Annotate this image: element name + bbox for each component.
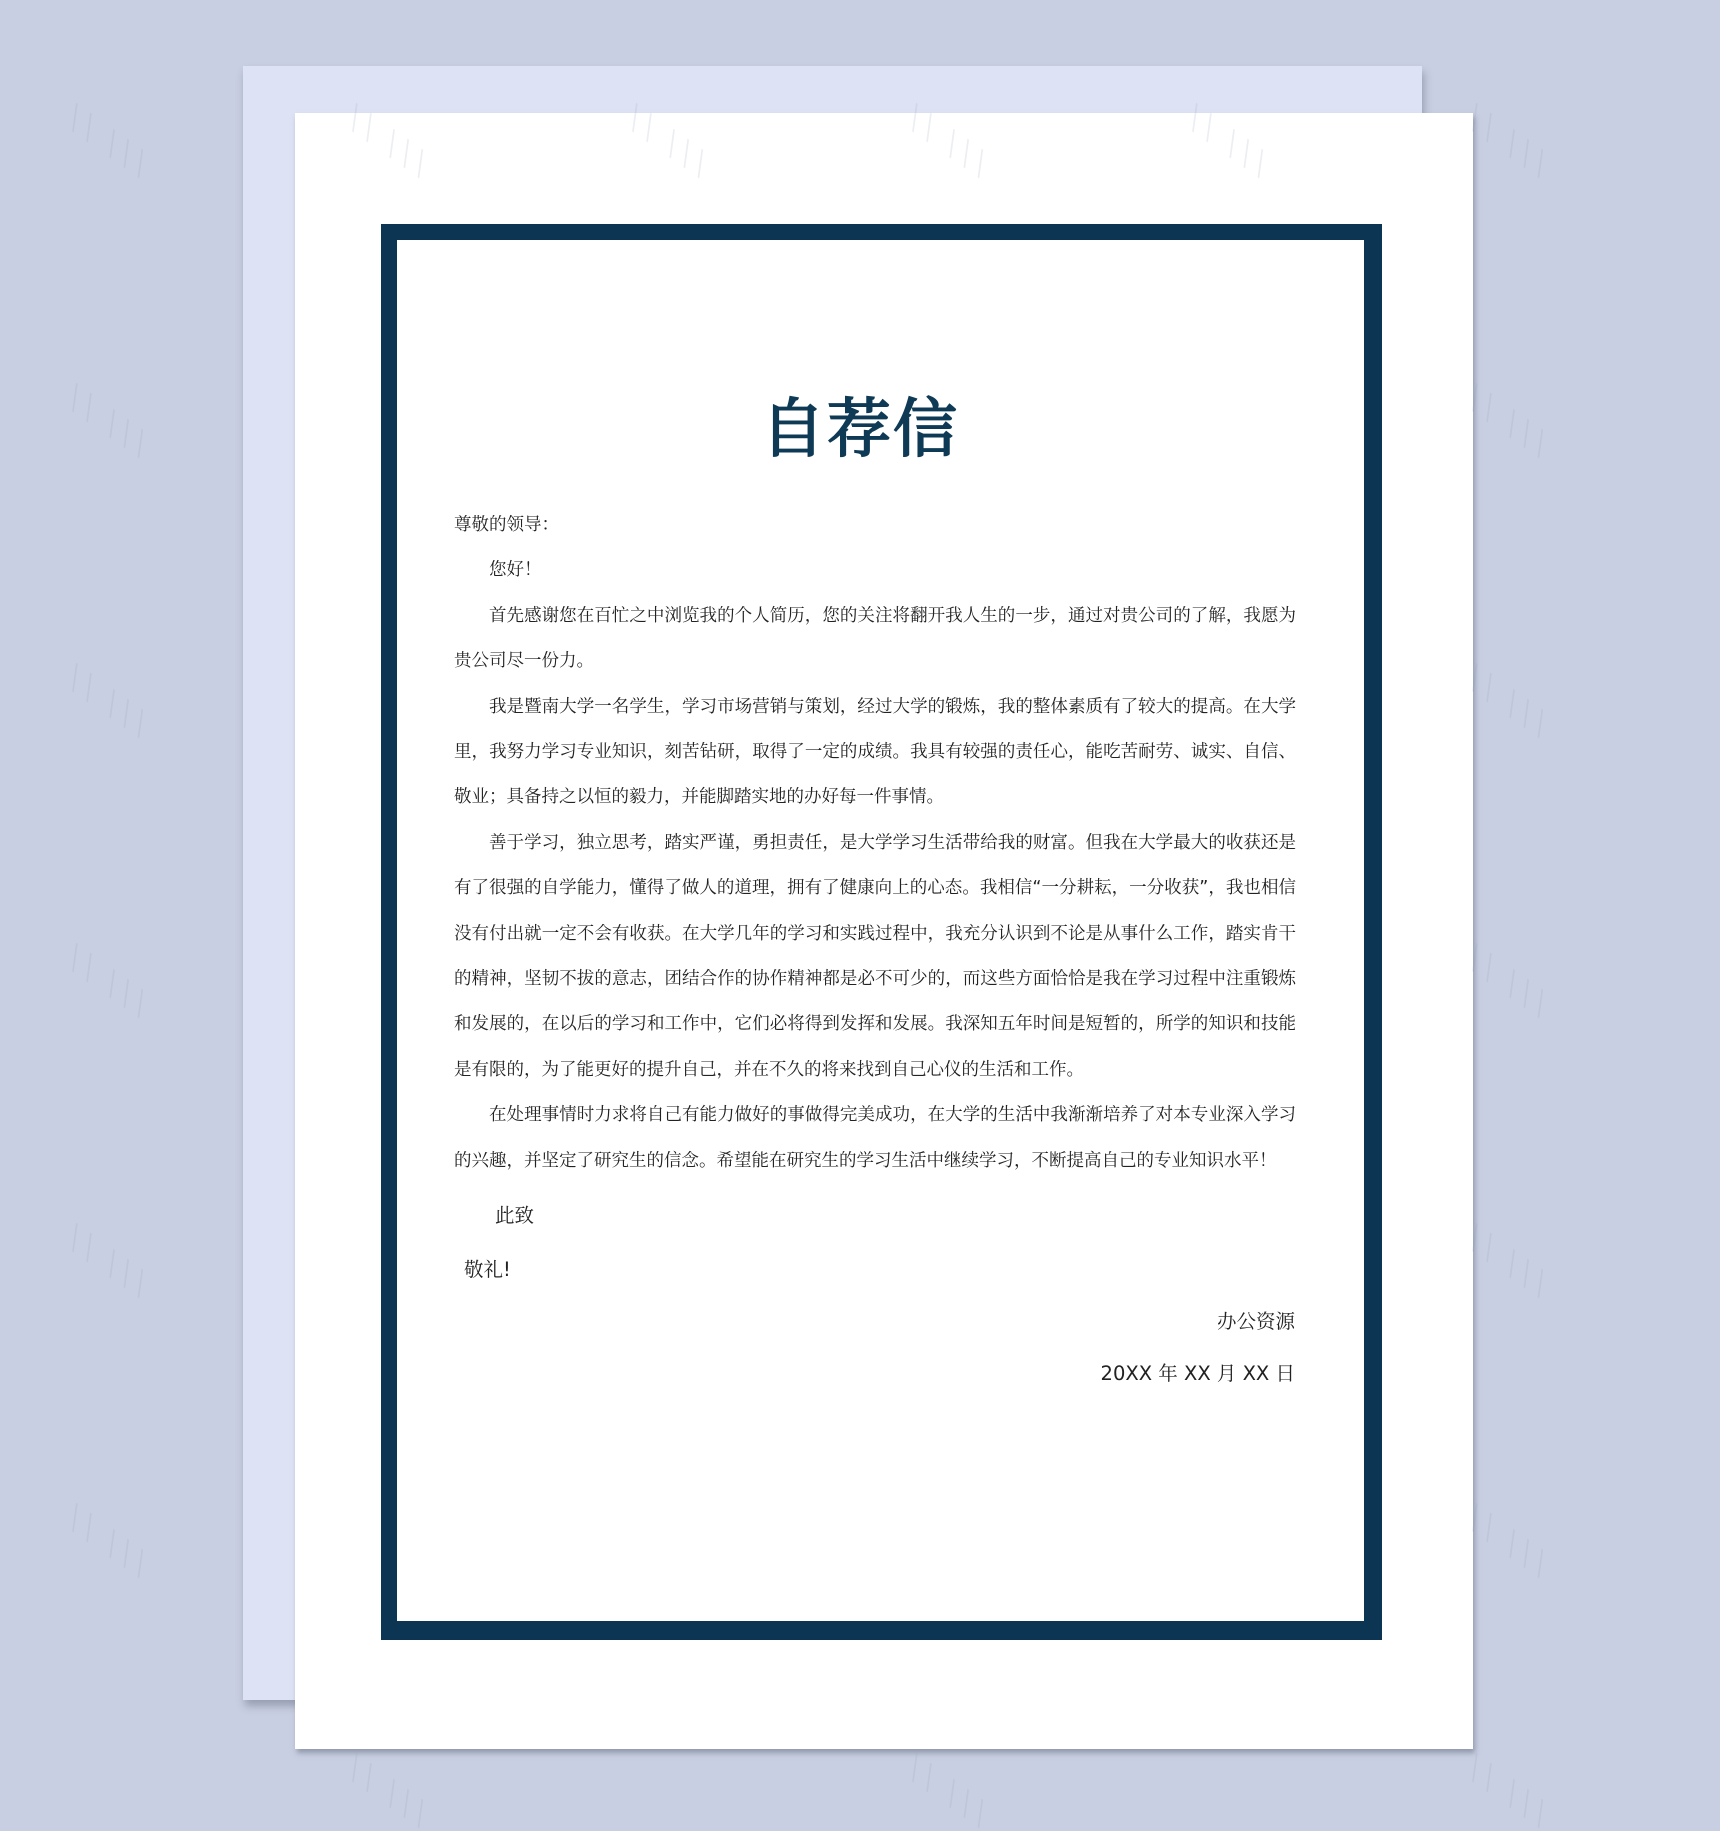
paragraph: 我是暨南大学一名学生，学习市场营销与策划，经过大学的锻炼，我的整体素质有了较大的提高。在大学里，我努力学习专业知识，刻苦钻研，取得了一定的成绩。我具有较强的责任心，能吃苦耐劳、诚实、自信、敬业；具备持之以恒的毅力，并能脚踏实地的办好每一件事情。 — [454, 696, 1296, 808]
watermark: ╲╲ ╲╲╲ — [341, 1754, 436, 1831]
watermark: ╲╲ ╲╲╲ — [61, 384, 156, 461]
watermark: ╲╲ ╲╲╲ — [1461, 664, 1556, 741]
salutation: 尊敬的领导： — [454, 515, 559, 535]
watermark: ╲╲ ╲╲╲ — [1461, 1754, 1556, 1831]
closing-regards: 此致 — [495, 1204, 535, 1227]
greeting: 您好！ — [489, 560, 542, 581]
watermark: ╲╲ ╲╲╲ — [1461, 1224, 1556, 1301]
signature: 办公资源 — [1216, 1310, 1295, 1333]
watermark: ╲╲ ╲╲╲ — [1461, 944, 1556, 1021]
watermark: ╲╲ ╲╲╲ — [61, 944, 156, 1021]
watermark: ╲╲ ╲╲╲ — [61, 664, 156, 741]
watermark: ╲╲ ╲╲╲ — [61, 1224, 156, 1301]
watermark: ╲╲ ╲╲╲ — [1461, 1504, 1556, 1581]
watermark: ╲╲ ╲╲╲ — [61, 1504, 156, 1581]
date: 20XX 年 XX 月 XX 日 — [1100, 1362, 1295, 1385]
paragraph: 善于学习，独立思考，踏实严谨，勇担责任，是大学学习生活带给我的财富。但我在大学最大的收获还是有了很强的自学能力，懂得了做人的道理，拥有了健康向上的心态。我相信“一分耕耘，一分收获”，我也相信没有付出就一定不会有收获。在大学几年的学习和实践过程中，我充分认识到不论是从事什么工作，踏实肯干的精神，坚韧不拔的意志，团结合作的协作精神都是必不可少的，而这些方面恰恰是我在学习过程中注重锻炼和发展的，在以后的学习和工作中，它们必将得到发挥和发展。我深知五年时间是短暂的，所学的知识和技能是有限的，为了能更好的提升自己，并在不久的将来找到自己心仪的生活和工作。 — [454, 832, 1296, 1080]
watermark: ╲╲ ╲╲╲ — [61, 104, 156, 181]
watermark: ╲╲ ╲╲╲ — [901, 1754, 996, 1831]
watermark: ╲╲ ╲╲╲ — [1461, 384, 1556, 461]
document-title: 自荐信 — [761, 393, 959, 467]
paragraph: 首先感谢您在百忙之中浏览我的个人简历，您的关注将翻开我人生的一步，通过对贵公司的了解，我愿为贵公司尽一份力。 — [454, 605, 1296, 672]
closing-salute: 敬礼! — [464, 1258, 511, 1281]
letter-body — [454, 503, 1296, 1184]
watermark: ╲╲ ╲╲╲ — [1461, 104, 1556, 181]
paragraph: 在处理事情时力求将自己有能力做好的事做得完美成功，在大学的生活中我渐渐培养了对本专业深入学习的兴趣，并坚定了研究生的信念。希望能在研究生的学习生活中继续学习，不断提高自己的专业知识水平！ — [454, 1105, 1296, 1171]
